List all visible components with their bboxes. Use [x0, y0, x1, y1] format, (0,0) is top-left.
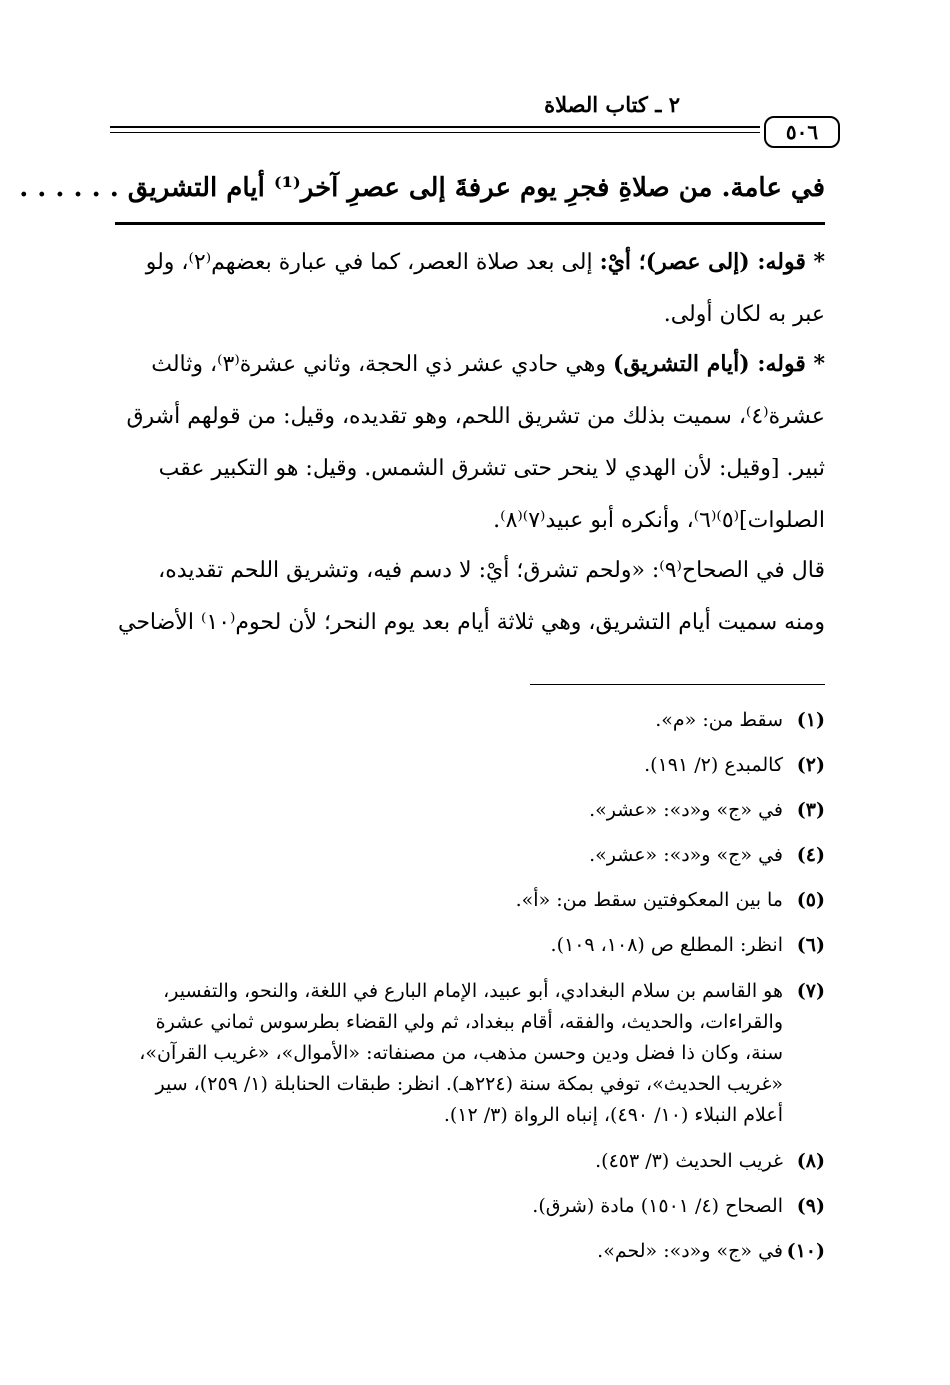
footnote-separator [530, 684, 825, 685]
footnote [115, 698, 825, 743]
footnote-number: (١) [796, 709, 825, 731]
chapter-title: ٢ ـ كتاب الصلاة [544, 92, 680, 117]
footnote-number: (٩) [796, 1195, 825, 1217]
footnote-text: انظر: المطلع ص (١٠٨، ١٠٩). [550, 934, 783, 956]
footnote-number: (١٠) [786, 1240, 825, 1262]
header-rule-thin [110, 132, 760, 133]
commentary-text-1: إلى بعد صلاة العصر، كما في عبارة بعضهم⁽٢⁾، ولو عبر به لكان أولى. [145, 250, 825, 327]
footnote-number: (٥) [796, 889, 825, 911]
footnote-number: (٨) [796, 1150, 825, 1172]
footnote [115, 923, 825, 968]
footnote [115, 1229, 825, 1274]
page-number: ٥٠٦ [764, 116, 840, 148]
footnote-text: في «ج» و«د»: «عشر». [589, 799, 783, 821]
commentary-lead-1: * قوله: (إلى عصر)؛ أيْ: [599, 249, 825, 275]
footnote-text: غريب الحديث (٣/ ٤٥٣). [595, 1150, 783, 1172]
commentary-paragraph-1 [115, 236, 825, 341]
main-text: في عامة. من صلاةِ فجرِ يوم عرفةَ إلى عصرِ آخر⁽¹⁾ أيام التشريق . . . . . . [19, 173, 825, 203]
footnote-number: (٤) [796, 844, 825, 866]
footnote [115, 743, 825, 788]
footnote-number: (٧) [796, 980, 825, 1002]
commentary-lead-2: * قوله: (أيام التشريق) [612, 351, 825, 377]
commentary-paragraph-3 [115, 545, 825, 649]
commentary-paragraph-2 [115, 338, 825, 547]
commentary-text-3: قال في الصحاح⁽٩⁾: «ولحم تشرق؛ أيْ: لا دسم فيه، وتشريق اللحم تقديده، ومنه سميت أيام التشريق، وهي ثلاثة أيام بعد يوم النحر؛ لأن لحوم⁽١٠⁾ الأضاحي [117, 558, 825, 635]
footnote [115, 1184, 825, 1229]
footnote-number: (٢) [796, 754, 825, 776]
main-text-rule [115, 222, 825, 225]
footnote [115, 968, 825, 1139]
footnote-text: ما بين المعكوفتين سقط من: «أ». [515, 889, 783, 911]
footnote-text: هو القاسم بن سلام البغدادي، أبو عبيد، الإمام البارع في اللغة، والنحو، والتفسير، والقراءات، والحديث، والفقه، أقام ببغداد، ثم ولي القضاء بطرسوس ثماني عشرة سنة، وكان ذا فضل ودين وحسن مذهب، من مصنفاته: «الأموال»، «غريب القرآن»، «غريب الحديث»، توفي بمكة سنة (٢٢٤هـ). انظر: طبقات الحنابلة (١/ ٢٥٩)، سير أعلام النبلاء (١٠/ ٤٩٠)، إنباه الرواة (٣/ ١٢). [139, 980, 783, 1126]
footnote [115, 788, 825, 833]
footnote [115, 833, 825, 878]
header-rule [110, 126, 760, 128]
commentary-text-2: وهي حادي عشر ذي الحجة، وثاني عشرة⁽٣⁾، وثالث عشرة⁽٤⁾، سميت بذلك من تشريق اللحم، وهو تقديده، وقيل: من قولهم أشرق ثبير. [وقيل: لأن الهدي لا ينحر حتى تشرق الشمس. وقيل: هو التكبير عقب الصلوات]⁽٥⁾⁽٦⁾، وأنكره أبو عبيد⁽٧⁾⁽٨⁾. [126, 352, 825, 533]
footnote [115, 878, 825, 923]
footnote-text: كالمبدع (٢/ ١٩١). [644, 754, 783, 776]
footnote-number: (٦) [796, 934, 825, 956]
footnote-text: في «ج» و«د»: «لحم». [597, 1240, 783, 1262]
footnote-text: سقط من: «م». [655, 709, 783, 731]
footnote-text: الصحاح (٤/ ١٥٠١) مادة (شرق). [532, 1195, 783, 1217]
footnotes [115, 698, 825, 1274]
running-header [110, 92, 840, 152]
footnote [115, 1139, 825, 1184]
footnote-text: في «ج» و«د»: «عشر». [589, 844, 783, 866]
footnote-number: (٣) [796, 799, 825, 821]
